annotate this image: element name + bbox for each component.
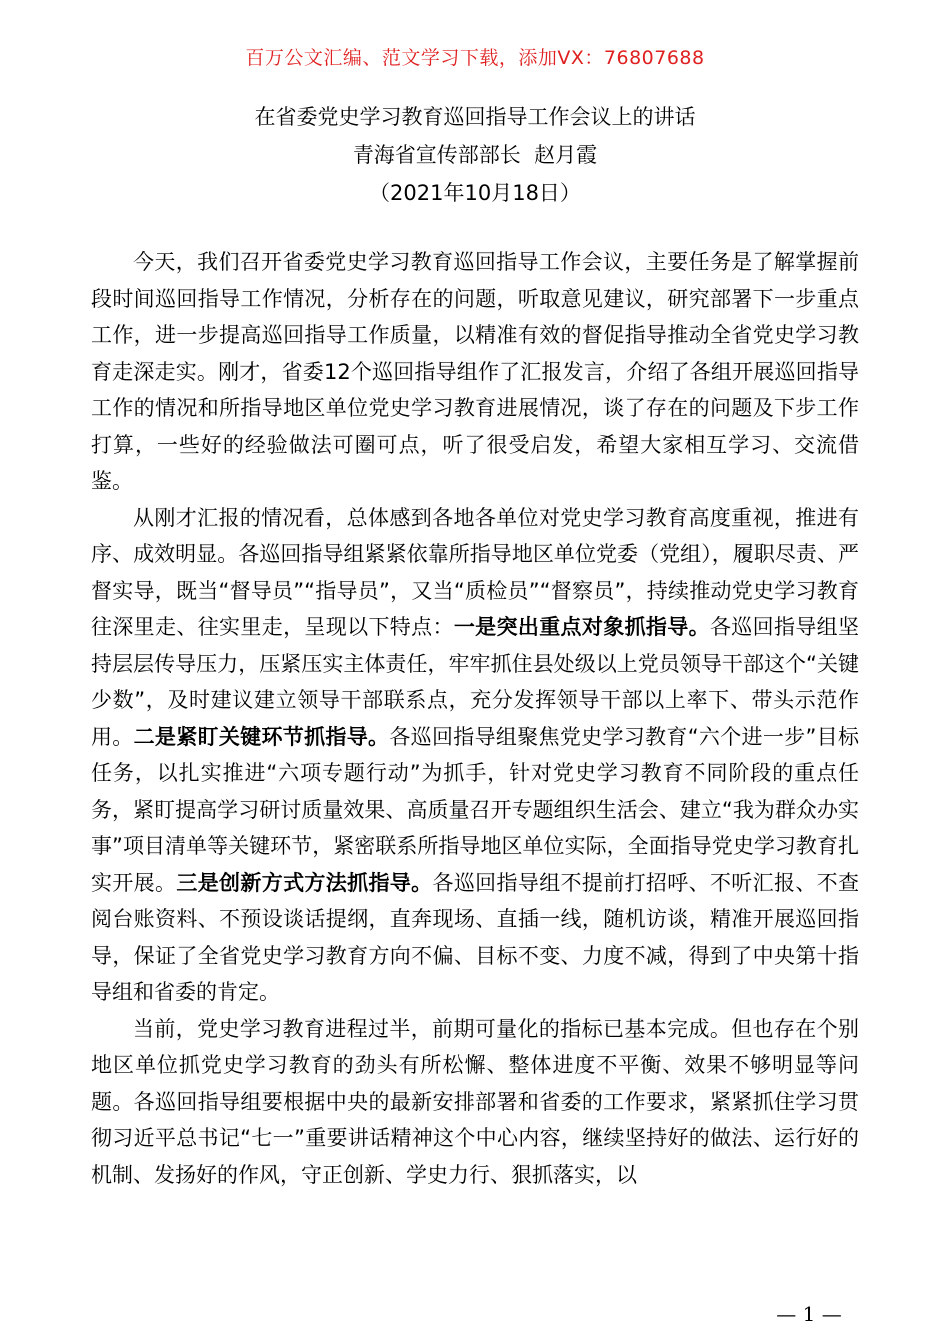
paragraph-2-text-2: 各巡回指导组坚持层层传导压力，压紧压实主体责任，牢牢抓住县处级以上党员领导干部这个“关键少数”，及时建议建立领导干部联系点，充分发挥领导干部以上率下、带头示范作用。: [91, 615, 860, 749]
highlight-point-3: 三是创新方式方法抓指导。: [176, 870, 433, 895]
watermark-banner: 百万公文汇编、范文学习下载，添加VX：76807688: [245, 47, 705, 69]
page-number: — 1 —: [776, 1302, 842, 1326]
highlight-point-2: 二是紧盯关键环节抓指导。: [133, 724, 390, 749]
paragraph-1: 今天，我们召开省委党史学习教育巡回指导工作会议，主要任务是了解掌握前段时间巡回指导工作情况，分析存在的问题，听取意见建议，研究部署下一步重点工作，进一步提高巡回指导工作质量，以精准有效的督促指导推动全省党史学习教育走深走实。刚才，省委12个巡回指导组作了汇报发言，介绍了各组开展巡回指导工作的情况和所指导地区单位党史学习教育进展情况，谈了存在的问题及下步工作打算，一些好的经验做法可圈可点，听了很受启发，希望大家相互学习、交流借鉴。: [91, 250, 859, 493]
paragraph-2-text-1: 从刚才汇报的情况看，总体感到各地各单位对党史学习教育高度重视，推进有序、成效明显。各巡回指导组紧紧依靠所指导地区单位党委（党组），履职尽责、严督实导，既当“督导员”“指导员”，又当“质检员”“督察员”，持续推动党史学习教育往深里走、往实里走，呈现以下特点：: [91, 505, 859, 639]
paragraph-2-text-4: 各巡回指导组不提前打招呼、不听汇报、不查阅台账资料、不预设谈话提纲，直奔现场、直插一线，随机访谈，精准开展巡回指导，保证了全省党史学习教育方向不偏、目标不变、力度不减，得到了中央第十指导组和省委的肯定。: [91, 870, 860, 1004]
highlight-point-1: 一是突出重点对象抓指导。: [453, 615, 710, 639]
speech-title: 在省委党史学习教育巡回指导工作会议上的讲话: [254, 105, 696, 129]
title-block: [0, 98, 950, 212]
paragraph-2: [91, 500, 859, 1011]
speaker-line: 青海省宣传部部长 赵月霞: [352, 143, 598, 167]
speech-date: （2021年10月18日）: [369, 181, 581, 205]
body-text: [91, 244, 859, 1193]
paragraph-3: 当前，党史学习教育进程过半，前期可量化的指标已基本完成。但也存在个别地区单位抓党史学习教育的劲头有所松懈、整体进度不平衡、效果不够明显等问题。各巡回指导组要根据中央的最新安排部署和省委的工作要求，紧紧抓住学习贯彻习近平总书记“七一”重要讲话精神这个中心内容，继续坚持好的做法、运行好的机制、发扬好的作风，守正创新、学史力行、狠抓落实，以: [91, 1016, 859, 1187]
paragraph-2-text-3: 各巡回指导组聚焦党史学习教育“六个进一步”目标任务，以扎实推进“六项专题行动”为抓手，针对党史学习教育不同阶段的重点任务，紧盯提高学习研讨质量效果、高质量召开专题组织生活会、建立“我为群众办实事”项目清单等关键环节，紧密联系所指导地区单位实际，全面指导党史学习教育扎实开展。: [91, 724, 859, 895]
